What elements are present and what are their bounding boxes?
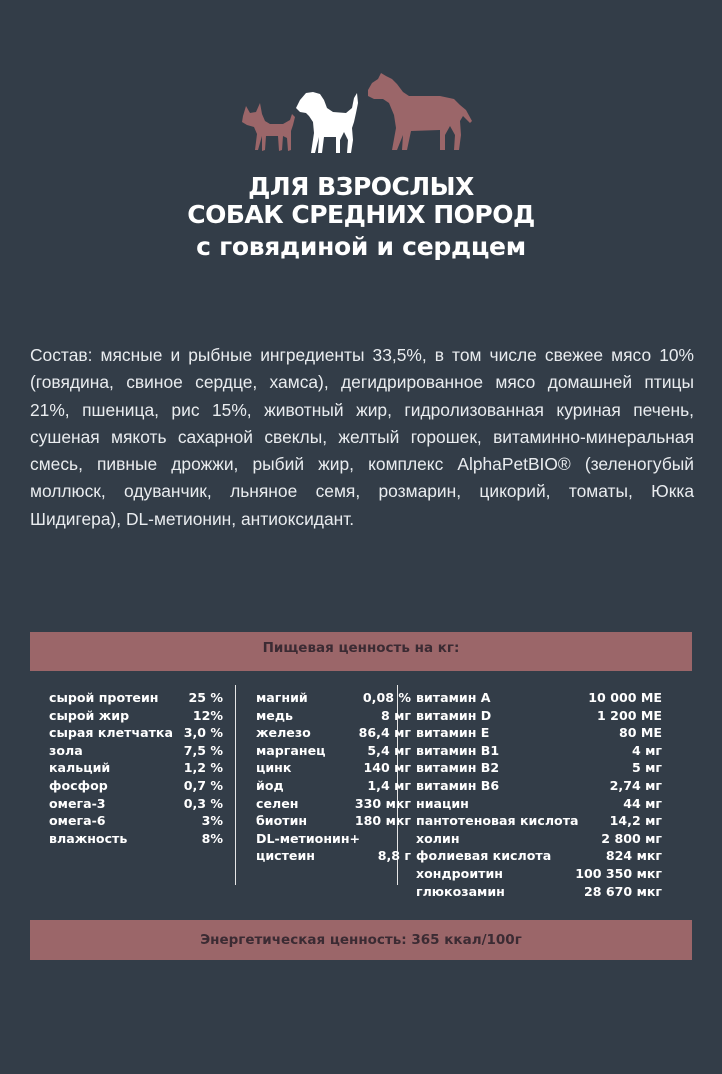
composition-line: моллюск, одуванчик, льняное семя, розмарин, цикорий, томаты, Юкка xyxy=(30,481,694,502)
nutrient-row xyxy=(49,707,223,725)
nutrient-value: 3% xyxy=(201,813,223,829)
nutrient-name: омега-3 xyxy=(49,795,106,811)
nutrient-value: 5 мг xyxy=(631,760,662,776)
nutrient-value: 0,3 % xyxy=(183,795,223,811)
nutrient-value: 28 670 мкг xyxy=(583,883,662,899)
nutrient-name xyxy=(256,830,360,865)
nutrient-row xyxy=(256,795,411,813)
nutrient-name: фолиевая кислота xyxy=(416,848,552,864)
nutrient-name: пантотеновая кислота xyxy=(416,813,579,829)
nutrition-table xyxy=(30,671,692,915)
nutrient-row xyxy=(49,795,223,813)
nutrient-name: витамин В2 xyxy=(416,760,500,776)
nutrient-value: 7,5 % xyxy=(183,742,223,758)
nutrient-value: 5,4 мг xyxy=(367,742,411,758)
nutrient-row xyxy=(256,724,411,742)
nutrient-value: 1 200 МЕ xyxy=(597,707,662,723)
nutrient-value: 0,7 % xyxy=(183,777,223,793)
nutrient-row xyxy=(49,724,223,742)
composition-line: смесь, пивные дрожжи, рыбий жир, комплекс AlphaPetBIO® (зеленогубый xyxy=(30,454,694,475)
nutrient-value: 2,74 мг xyxy=(609,777,662,793)
nutrient-row xyxy=(416,795,662,813)
nutrient-name: йод xyxy=(256,777,284,793)
column-divider xyxy=(235,685,236,885)
nutrient-row xyxy=(49,830,223,848)
large-dog-icon xyxy=(368,73,472,150)
nutrient-name: железо xyxy=(256,725,311,741)
nutrient-value: 12% xyxy=(192,707,223,723)
nutrient-name: селен xyxy=(256,795,299,811)
nutrient-row xyxy=(416,865,662,883)
nutrition-column-3 xyxy=(416,689,662,900)
nutrient-row xyxy=(256,742,411,760)
nutrient-value: 44 мг xyxy=(623,795,662,811)
nutrient-name: биотин xyxy=(256,813,308,829)
nutrient-value: 140 мг xyxy=(363,760,411,776)
nutrient-value: 25 % xyxy=(188,690,223,705)
nutrient-name: сырая клетчатка xyxy=(49,725,173,741)
title-line-1: ДЛЯ ВЗРОСЛЫХ xyxy=(248,172,474,201)
nutrient-value: 180 мкг xyxy=(354,813,411,829)
nutrient-value: 14,2 мг xyxy=(609,813,662,829)
nutrient-value: 824 мкг xyxy=(605,848,662,864)
nutrient-value: 330 мкг xyxy=(354,795,411,811)
energy-value: Энергетическая ценность: 365 ккал/100г xyxy=(30,920,692,960)
nutrient-name: холин xyxy=(416,830,460,846)
composition-line: Состав: мясные и рыбные ингредиенты 33,5%, в том числе свежее мясо 10% xyxy=(30,345,694,365)
nutrient-value: 8 мг xyxy=(380,707,411,723)
nutrient-name: медь xyxy=(256,707,293,723)
nutrient-name: зола xyxy=(49,742,83,758)
nutrient-name: омега-6 xyxy=(49,813,106,829)
nutrient-row xyxy=(256,689,411,707)
nutrient-row xyxy=(416,883,662,901)
composition-line: 21%, пшеница, рис 15%, животный жир, гидролизованная куриная печень, xyxy=(30,399,694,420)
nutrient-value: 0,08 % xyxy=(362,690,411,705)
nutrient-value: 100 350 мкг xyxy=(575,865,662,881)
nutrient-value: 1,4 мг xyxy=(367,777,411,793)
nutrient-name: глюкозамин xyxy=(416,883,505,899)
title-line-3: с говядиной и сердцем xyxy=(196,232,526,261)
nutrient-name: витамин D xyxy=(416,707,492,723)
nutrition-column-1 xyxy=(49,689,223,847)
nutrition-column-2 xyxy=(256,689,411,865)
nutrient-row xyxy=(49,759,223,777)
composition-line: сушеная мякоть сахарной свеклы, желтый горошек, витаминно-минеральная xyxy=(30,426,694,447)
nutrient-row xyxy=(256,830,411,865)
nutrient-name: витамин В1 xyxy=(416,742,500,758)
nutrient-name: фосфор xyxy=(49,777,108,793)
nutrient-value: 1,2 % xyxy=(183,760,223,776)
nutrient-name: марганец xyxy=(256,742,326,758)
nutrient-name: витамин В6 xyxy=(416,777,500,793)
nutrient-name: цинк xyxy=(256,760,292,776)
nutrient-name: сырой жир xyxy=(49,707,130,723)
nutrient-value: 4 мг xyxy=(631,742,662,758)
nutrient-row xyxy=(416,759,662,777)
nutrient-name: витамин А xyxy=(416,690,491,705)
nutrient-name-line: цистеин xyxy=(256,848,315,864)
nutrient-row xyxy=(416,689,662,707)
nutrient-value: 86,4 мг xyxy=(358,725,411,741)
nutrient-value: 3,0 % xyxy=(183,725,223,741)
nutrient-row xyxy=(416,830,662,848)
nutrient-row xyxy=(49,742,223,760)
nutrient-name: кальций xyxy=(49,760,111,776)
nutrient-row xyxy=(416,707,662,725)
nutrient-row xyxy=(256,707,411,725)
nutrient-name: витамин Е xyxy=(416,725,490,741)
nutrient-value: 8% xyxy=(201,830,223,846)
nutrient-row xyxy=(49,812,223,830)
nutrient-value: 10 000 МЕ xyxy=(588,690,662,705)
nutrient-row xyxy=(256,812,411,830)
nutrient-name: магний xyxy=(256,690,308,705)
nutrient-row xyxy=(416,777,662,795)
nutrient-row xyxy=(49,777,223,795)
nutrient-name-line: DL-метионин+ xyxy=(256,830,361,846)
dog-silhouettes xyxy=(0,0,722,170)
nutrient-row xyxy=(256,759,411,777)
title-line-2: СОБАК СРЕДНИХ ПОРОД xyxy=(187,200,535,229)
nutrient-value: 8,8 г xyxy=(377,848,411,864)
composition-line: Шидигера), DL-метионин, антиоксидант. xyxy=(30,508,355,529)
nutrient-name: ниацин xyxy=(416,795,469,811)
nutrient-row xyxy=(49,689,223,707)
nutrient-name: хондроитин xyxy=(416,865,503,881)
nutrient-value: 2 800 мг xyxy=(601,830,662,846)
composition-text xyxy=(30,342,694,533)
composition-line: (говядина, свиное сердце, хамса), дегидрированное мясо домашней птицы xyxy=(30,372,694,393)
nutrient-name: влажность xyxy=(49,830,128,846)
nutrient-value: 80 МЕ xyxy=(618,725,662,741)
nutrient-row xyxy=(416,812,662,830)
nutrient-name: сырой протеин xyxy=(49,690,159,705)
nutrient-row xyxy=(416,847,662,865)
nutrition-header: Пищевая ценность на кг: xyxy=(30,632,692,671)
small-dog-icon xyxy=(242,103,295,151)
nutrient-row xyxy=(416,724,662,742)
nutrient-row xyxy=(416,742,662,760)
nutrient-row xyxy=(256,777,411,795)
medium-dog-icon xyxy=(296,92,358,153)
